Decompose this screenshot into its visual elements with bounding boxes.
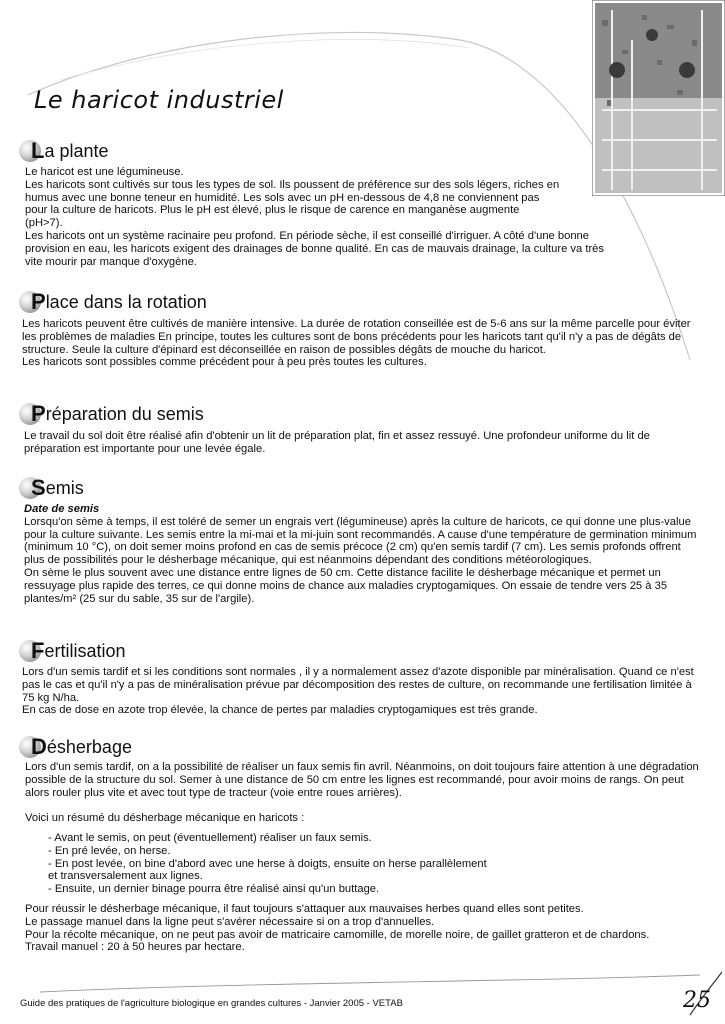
page-number: 25: [683, 988, 711, 1013]
paragraph: Voici un résumé du désherbage mécanique en haricots :: [25, 812, 305, 824]
list-item: et transversalement aux lignes.: [48, 870, 203, 883]
paragraph: On sème le plus souvent avec une distance entre lignes de 50 cm. Cette distance facilite le désherbage mécanique et permet un ressuyage plus rapide des terres, ce qui donne moins de chance aux maladies cryptogamiques. On essaie de tendre vers 25 à 35 plantes/m² (25 sur du sable, 35 sur de l'argile).: [24, 566, 668, 605]
heading-initial: P: [31, 289, 46, 314]
heading-text: a plante: [44, 141, 109, 161]
paragraph: Les haricots peuvent être cultivés de manière intensive. La durée de rotation conseillée est de 5-6 ans sur la même parcelle pour éviter les problèmes de maladies En principe, toutes les cultures sont de bons précédents pour les haricots tant qu'il n'y a pas de dégâts de structure. Seule la culture d'épinard est déconseillée en raison de possibles dégâts de mouche du haricot.: [22, 318, 691, 356]
list-item: - Ensuite, un dernier binage pourra être réalisé ainsi qu'un buttage.: [48, 883, 380, 896]
field-photo: [592, 0, 725, 196]
heading-place-dans-la-rotation: [19, 291, 207, 313]
rotation-body: [22, 318, 702, 369]
paragraph: En cas de dose en azote trop élevée, la chance de pertes par maladies cryptogamiques est très grande.: [22, 704, 538, 717]
heading-initial: P: [31, 401, 46, 426]
paragraph: Le travail du sol doit être réalisé afin d'obtenir un lit de préparation plat, fin et assez ressuyé. Une profondeur uniforme du lit de préparation est importante pour une levée égale.: [24, 430, 650, 455]
desherbage-closing: [25, 903, 701, 954]
paragraph: Lorsqu'on sème à temps, il est toléré de semer un engrais vert (légumineuse) après la culture de haricots, ce qui donne une plus-value pour la culture suivante. Les semis entre la mi-mai et la mi-juin sont recommandés. A cause d'une température de germination minimum (minimum 10 °C), on doit semer moins profond en cas de semis précoce (2 cm) qu'en semis tardif (7 cm). Les semis profonds offrent plus de possibilités pour le désherbage mécanique, qui est néanmoins dépendant des conditions météorologiques.: [24, 515, 697, 567]
paragraph: Lors d'un semis tardif, on a la possibilité de réaliser un faux semis fin avril. Néanmoins, on doit toujours faire attention à une dégradation possible de la structure du sol. Semer à une distance de 50 cm entre les lignes est recommandé, pour avoir moins de rangs. On peut alors rouler plus vite et avec tout type de tracteur (voie entre roues arrières).: [25, 761, 699, 799]
paragraph: Lors d'un semis tardif et si les conditions sont normales , il y a normalement assez d'azote disponible par minéralisation. Quand ce n'est pas le cas et qu'il n'y a pas de minéralisation prévue par décomposition des restes de culture, on recommande une fertilisation limitée à 75 kg N/ha.: [22, 666, 694, 704]
plante-body: [25, 166, 605, 268]
heading-text: ertilisation: [44, 641, 126, 661]
paragraph: Les haricots sont possibles comme précédent pour à peu près toutes les cultures.: [22, 356, 427, 369]
heading-initial: L: [31, 138, 45, 163]
heading-initial: F: [31, 638, 45, 663]
paragraph: Le haricot est une légumineuse.: [25, 166, 184, 178]
paragraph: Pour la récolte mécanique, on ne peut pas avoir de matricaire camomille, de morelle noire, de gaillet gratteron et de chardons.: [25, 928, 650, 941]
desherbage-list: [24, 832, 700, 896]
subheading-date-de-semis: Date de semis: [24, 503, 100, 515]
heading-text: ésherbage: [46, 737, 132, 757]
paragraph: Les haricots sont cultivés sur tous les types de sol. Ils poussent de préférence sur des sols légers, riches en humus avec une bonne teneur en humidité. Les sols avec un pH en-dessous de 4,8 ne conviennent pas pour la culture de haricots. Plus le pH est élevé, plus le risque de carence en manganèse augmente (pH>7).: [25, 178, 560, 230]
desherbage-intro: [25, 761, 701, 799]
heading-text: lace dans la rotation: [45, 292, 207, 312]
heading-text: réparation du semis: [45, 404, 204, 424]
heading-initial: D: [31, 734, 47, 759]
paragraph: Pour réussir le désherbage mécanique, il faut toujours s'attaquer aux mauvaises herbes quand elles sont petites.: [25, 903, 584, 915]
heading-text: emis: [45, 478, 84, 498]
heading-preparation-du-semis: [19, 403, 204, 425]
heading-fertilisation: [19, 640, 126, 662]
heading-initial: S: [31, 475, 46, 500]
list-item: - En pré levée, on herse.: [48, 844, 171, 857]
preparation-body: [24, 430, 704, 456]
heading-semis: [19, 477, 84, 499]
heading-desherbage: [19, 736, 132, 758]
list-item: - En post levée, on bine d'abord avec une herse à doigts, ensuite on herse parallèlement: [48, 857, 487, 870]
footer-text: Guide des pratiques de l'agriculture biologique en grandes cultures - Janvier 2005 - VETAB: [20, 998, 403, 1009]
desherbage-summary: [25, 812, 701, 825]
paragraph: Les haricots ont un système racinaire peu profond. En période sèche, il est conseillé d'irriguer. A côté d'une bonne provision en eau, les haricots exigent des drainages de bonne qualité. En cas de mauvais drainage, la culture va très vite mourir par manque d'oxygène.: [25, 229, 604, 268]
heading-la-plante: [19, 140, 109, 162]
paragraph: Travail manuel : 20 à 50 heures par hectare.: [25, 941, 245, 954]
paragraph: Le passage manuel dans la ligne peut s'avérer nécessaire si on a trop d'annuelles.: [25, 915, 435, 928]
fertilisation-body: [22, 666, 700, 717]
list-item: - Avant le semis, on peut (éventuellement) réaliser un faux semis.: [48, 832, 372, 844]
semis-body: [24, 503, 702, 605]
page-title: Le haricot industriel: [34, 86, 284, 114]
